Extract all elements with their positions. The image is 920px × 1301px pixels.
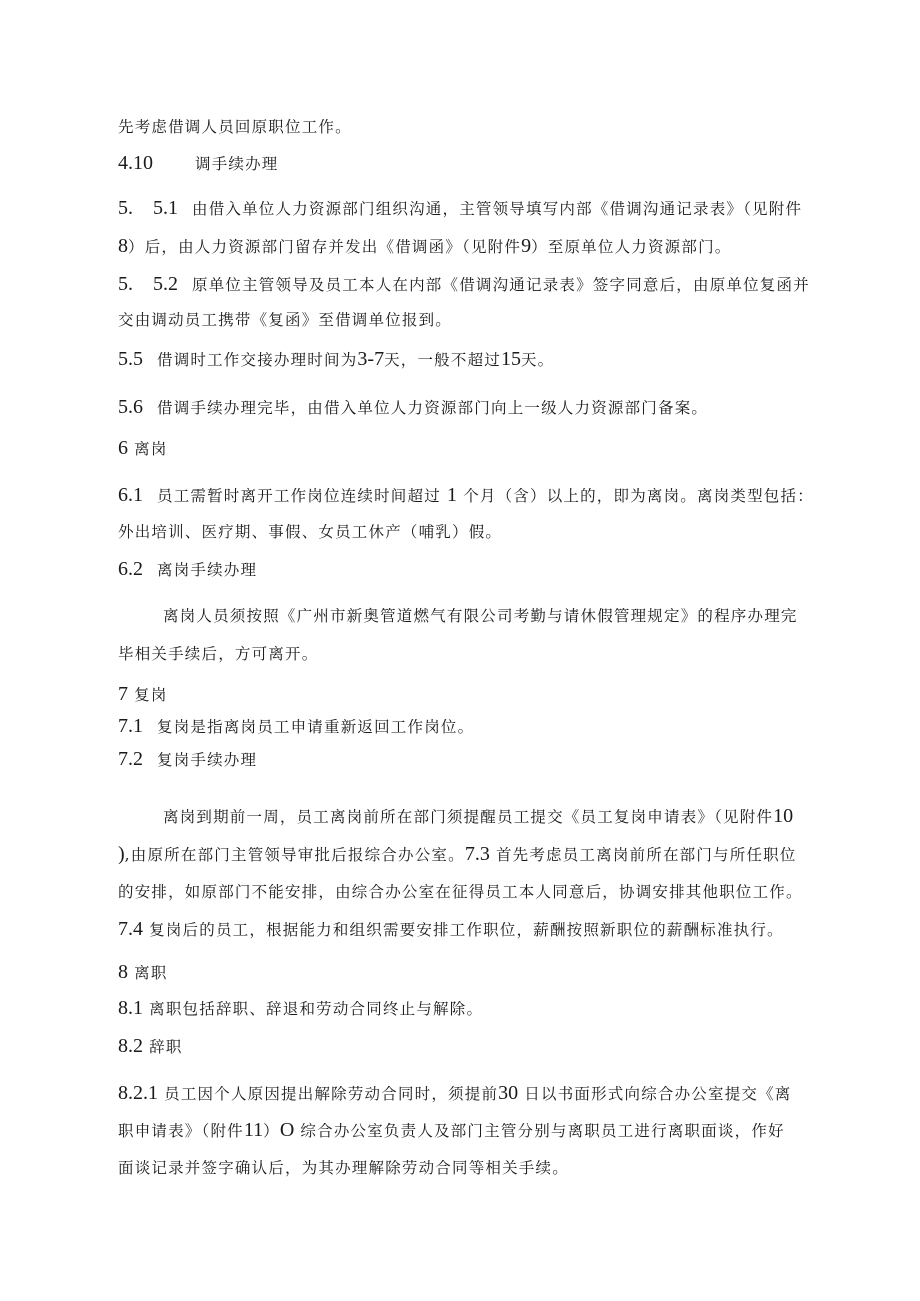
inline-number: 1 bbox=[447, 484, 458, 506]
clause-text: 辞职 bbox=[149, 1038, 183, 1056]
clause-number: 5.6 bbox=[118, 396, 143, 418]
clause-5-5 bbox=[118, 347, 818, 372]
text-line bbox=[118, 1118, 818, 1143]
text-line bbox=[163, 804, 863, 829]
inline-number: 3-7 bbox=[357, 348, 385, 370]
paragraph-text: 首先考虑员工离岗前所在部门与所任职位 bbox=[495, 846, 797, 864]
section-number: 7 bbox=[118, 683, 128, 705]
inline-number: 8 bbox=[118, 235, 128, 257]
inline-number: 10 bbox=[773, 805, 794, 827]
paragraph-text: 毕相关手续后，方可离开。 bbox=[118, 645, 319, 663]
paragraph-text: ） bbox=[263, 1122, 280, 1140]
paragraph-text: 离岗人员须按照《广州市新奥管道燃气有限公司考勤与请休假管理规定》的程序办理完 bbox=[163, 607, 798, 625]
clause-number: 8.1 bbox=[118, 997, 143, 1019]
clause-number: 8.2.1 bbox=[118, 1082, 158, 1104]
clause-5-2 bbox=[118, 272, 818, 297]
paragraph-text: 职申请表》（附件 bbox=[118, 1122, 244, 1140]
text-line bbox=[118, 308, 818, 332]
paragraph-text: 外出培训、医疗期、事假、女员工休产（哺乳）假。 bbox=[118, 523, 503, 541]
clause-number: 5.5 bbox=[118, 348, 143, 370]
clause-number: 6.1 bbox=[118, 484, 143, 506]
clause-7-2 bbox=[118, 747, 818, 772]
clause-text: 复岗手续办理 bbox=[157, 751, 258, 769]
clause-6-1 bbox=[118, 483, 818, 508]
clause-text: 员工需暂时离开工作岗位连续时间超过 bbox=[157, 487, 441, 505]
section-title: 离岗 bbox=[134, 440, 168, 458]
section-title: 离职 bbox=[134, 964, 168, 982]
paragraph-text: 面谈记录并签字确认后，为其办理解除劳动合同等相关手续。 bbox=[118, 1159, 569, 1177]
clause-8-2-1 bbox=[118, 1081, 818, 1106]
clause-number: 8.2 bbox=[118, 1035, 143, 1057]
text-line bbox=[118, 880, 818, 904]
clause-number: 7.2 bbox=[118, 748, 143, 770]
clause-6-2 bbox=[118, 557, 818, 582]
inline-number: 11 bbox=[243, 1119, 264, 1141]
text-line bbox=[118, 642, 818, 666]
section-number: 4.10 bbox=[118, 152, 153, 174]
text-line bbox=[163, 604, 863, 628]
clause-number: 5. 5.2 bbox=[118, 273, 178, 295]
clause-number: 7.3 bbox=[464, 843, 490, 865]
paragraph-text: ）至原单位人力资源部门。 bbox=[531, 238, 732, 256]
clause-text: 离职包括辞职、辞退和劳动合同终止与解除。 bbox=[149, 1000, 484, 1018]
inline-number: 9 bbox=[521, 235, 532, 257]
clause-text: 由借入单位人力资源部门组织沟通，主管领导填写内部《借调沟通记录表》（见附件 bbox=[192, 200, 803, 218]
section-number: 6 bbox=[118, 437, 128, 459]
clause-5-6 bbox=[118, 395, 818, 420]
clause-text: 日以书面形式向综合办公室提交《离 bbox=[524, 1085, 792, 1103]
inline-number: 30 bbox=[498, 1082, 519, 1104]
clause-text: 天。 bbox=[520, 351, 555, 369]
section-title: 调手续办理 bbox=[195, 155, 279, 173]
section-number: 8 bbox=[118, 961, 128, 983]
clause-text: 员工因个人原因提出解除劳动合同时，须提前 bbox=[164, 1085, 499, 1103]
clause-number: 6.2 bbox=[118, 558, 143, 580]
clause-7-4 bbox=[118, 917, 818, 942]
section-heading-6 bbox=[118, 436, 818, 461]
paragraph-text: ）后，由人力资源部门留存并发出《借调函》（见附件 bbox=[128, 238, 522, 256]
inline-number: 15 bbox=[500, 348, 521, 370]
text-line bbox=[118, 234, 818, 259]
clause-text: 复岗后的员工，根据能力和组织需要安排工作职位，薪酬按照新职位的薪酬标准执行。 bbox=[149, 921, 784, 939]
clause-number: 7.4 bbox=[118, 918, 143, 940]
clause-text: 天，一般不超过 bbox=[384, 351, 501, 369]
text-line bbox=[118, 1156, 818, 1180]
paragraph-text: 综合办公室负责人及部门主管分别与离职员工进行离职面谈，作好 bbox=[300, 1122, 785, 1140]
clause-number: 7.1 bbox=[118, 715, 143, 737]
text-line bbox=[118, 842, 818, 867]
clause-text: 原单位主管领导及员工本人在内部《借调沟通记录表》签字同意后，由原单位复函并 bbox=[192, 276, 810, 294]
clause-text: 个月（含）以上的，即为离岗。离岗类型包括： bbox=[463, 487, 814, 505]
paragraph-text: ,由原所在部门主管领导审批后报综合办公室。 bbox=[124, 846, 465, 864]
clause-8-1 bbox=[118, 996, 818, 1021]
clause-8-2 bbox=[118, 1034, 818, 1059]
paragraph-text: 交由调动员工携带《复函》至借调单位报到。 bbox=[118, 311, 453, 329]
paragraph-text: 的安排，如原部门不能安排，由综合办公室在征得员工本人同意后，协调安排其他职位工作。 bbox=[118, 883, 803, 901]
clause-text: 离岗手续办理 bbox=[157, 561, 258, 579]
section-heading-8 bbox=[118, 960, 818, 985]
clause-5-1 bbox=[118, 196, 818, 221]
clause-text: 借调手续办理完毕，由借入单位人力资源部门向上一级人力资源部门备案。 bbox=[157, 399, 709, 417]
section-title: 复岗 bbox=[134, 686, 168, 704]
inline-letter: O bbox=[279, 1119, 295, 1141]
clause-7-1 bbox=[118, 714, 818, 739]
clause-text: 复岗是指离岗员工申请重新返回工作岗位。 bbox=[157, 718, 475, 736]
text-line bbox=[118, 115, 818, 139]
clause-text: 借调时工作交接办理时间为 bbox=[157, 351, 358, 369]
section-heading-4-10 bbox=[118, 151, 818, 176]
inline-number: ) bbox=[118, 843, 125, 865]
paragraph-text: 离岗到期前一周，员工离岗前所在部门须提醒员工提交《员工复岗申请表》（见附件 bbox=[163, 808, 774, 826]
clause-number: 5. 5.1 bbox=[118, 197, 178, 219]
paragraph-text: 先考虑借调人员回原职位工作。 bbox=[118, 118, 352, 136]
text-line bbox=[118, 520, 818, 544]
section-heading-7 bbox=[118, 682, 818, 707]
